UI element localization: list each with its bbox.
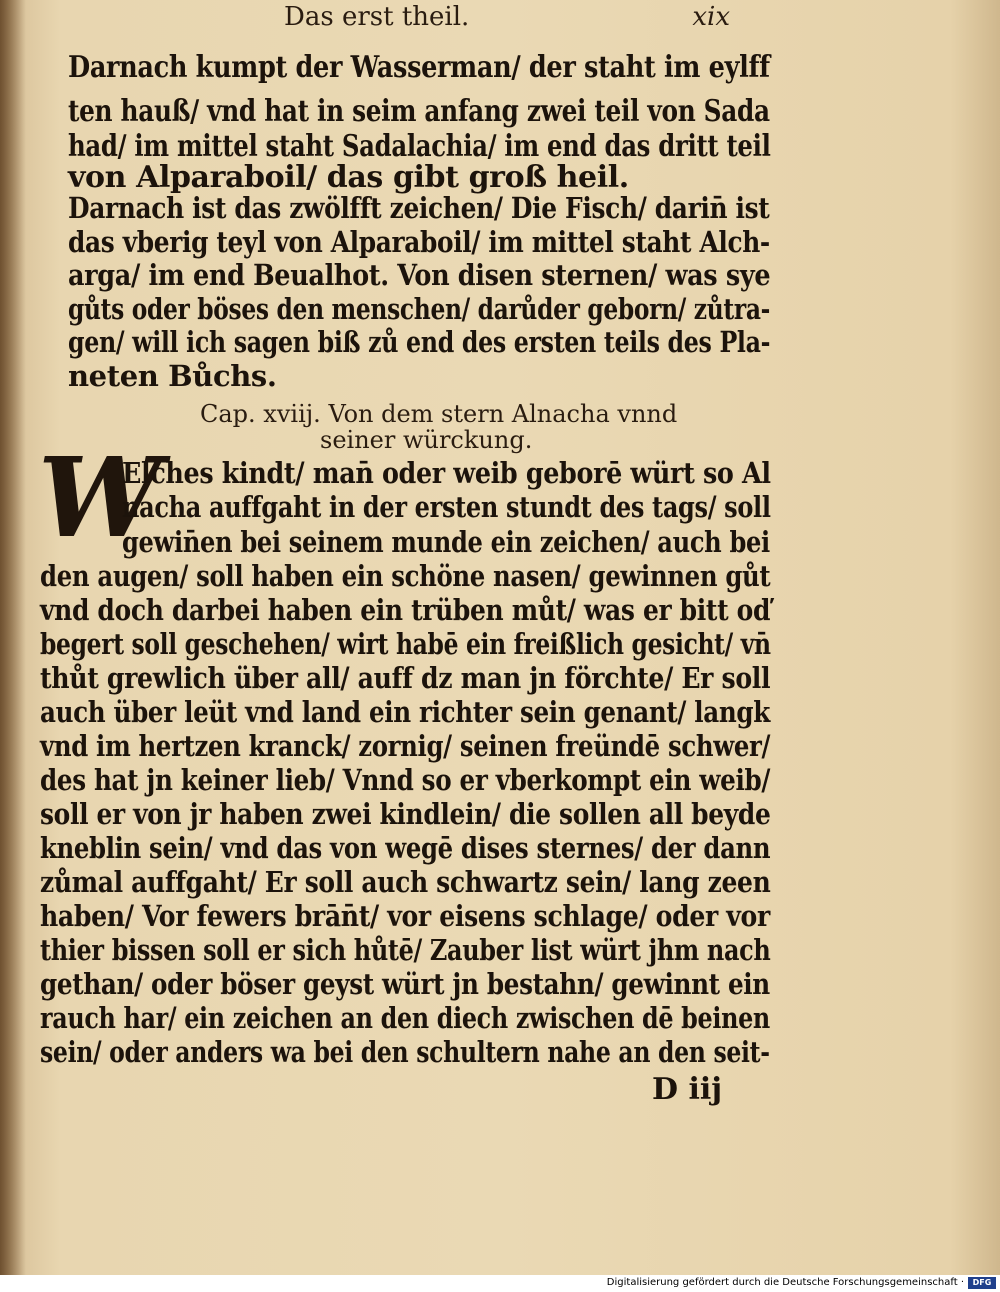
text-line: haben/ Vor fewers brān̄t/ vor eisens schlage/ oder vor <box>40 899 770 933</box>
chapter-heading-continued: seiner würckung. <box>320 426 533 454</box>
funding-credit: Digitalisierung gefördert durch die Deutsche Forschungsgemeinschaft · <box>606 1277 964 1288</box>
text-line: neten Bůchs. <box>68 359 277 393</box>
text-line: Darnach ist das zwölfft zeichen/ Die Fisch/ darin̄ ist <box>68 191 770 225</box>
text-line: begert soll geschehen/ wirt habē ein freißlich gesicht/ vn̄ <box>40 627 771 661</box>
text-line: von Alparaboil/ das gibt groß heil. <box>68 160 629 195</box>
digitization-footer <box>0 1275 1000 1292</box>
text-line: rauch har/ ein zeichen an den diech zwischen dē beinen <box>40 1001 770 1035</box>
text-line: sein/ oder anders wa bei den schultern nahe an den seit- <box>40 1035 770 1069</box>
text-line: Darnach kumpt der Wasserman/ der staht im eylff <box>68 50 770 85</box>
text-line: gůts oder böses den menschen/ darůder geborn/ zůtra- <box>68 292 771 326</box>
running-head <box>270 2 730 36</box>
text-line: auch über leüt vnd land ein richter sein genant/ langk <box>40 695 770 729</box>
text-line: gewin̄en bei seinem munde ein zeichen/ auch bei <box>122 525 770 559</box>
text-line: thier bissen soll er sich hůtē/ Zauber list würt jhm nach <box>40 933 771 967</box>
text-line: den augen/ soll haben ein schöne nasen/ gewinnen gůt <box>40 559 771 593</box>
text-line: zůmal auffgaht/ Er soll auch schwartz sein/ lang zeen <box>40 865 771 899</box>
text-line: gethan/ oder böser geyst würt jn bestahn/ gewinnt ein <box>40 967 770 1001</box>
text-line: arga/ im end Beualhot. Von disen sternen/ was sye <box>68 258 771 292</box>
text-line: thůt grewlich über all/ auff dz man jn förchte/ Er soll <box>40 661 771 695</box>
text-line: vnd im hertzen kranck/ zornig/ seinen freündē schwer/ <box>40 729 771 763</box>
text-line: Elches kindt/ man̄ oder weib geborē würt so Al <box>122 456 771 490</box>
drop-capital: W <box>38 433 162 562</box>
text-line: soll er von jr haben zwei kindlein/ die sollen all beyde <box>40 797 771 831</box>
text-line: nacha auffgaht in der ersten stundt des tags/ soll <box>122 490 771 524</box>
folio-number: xix <box>692 2 730 32</box>
text-line: ten hauß/ vnd hat in seim anfang zwei teil von Sada <box>68 94 770 129</box>
text-line: vnd doch darbei haben ein trüben můt/ was er bitt oď <box>40 593 771 627</box>
running-title: Das erst theil. <box>284 2 470 32</box>
text-line: kneblin sein/ vnd das von wegē dises sternes/ der dann <box>40 831 771 865</box>
text-line: had/ im mittel staht Sadalachia/ im end das dritt teil <box>68 129 771 164</box>
signature-mark: D iij <box>652 1072 723 1107</box>
text-line: des hat jn keiner lieb/ Vnnd so er vberkompt ein weib/ <box>40 763 771 797</box>
text-line: gen/ will ich sagen biß zů end des ersten teils des Pla- <box>68 325 771 359</box>
dfg-logo: DFG <box>968 1277 996 1289</box>
text-line: das vberig teyl von Alparaboil/ im mittel staht Alch- <box>68 225 770 259</box>
chapter-heading: Cap. xviij. Von dem stern Alnacha vnnd <box>200 400 678 428</box>
